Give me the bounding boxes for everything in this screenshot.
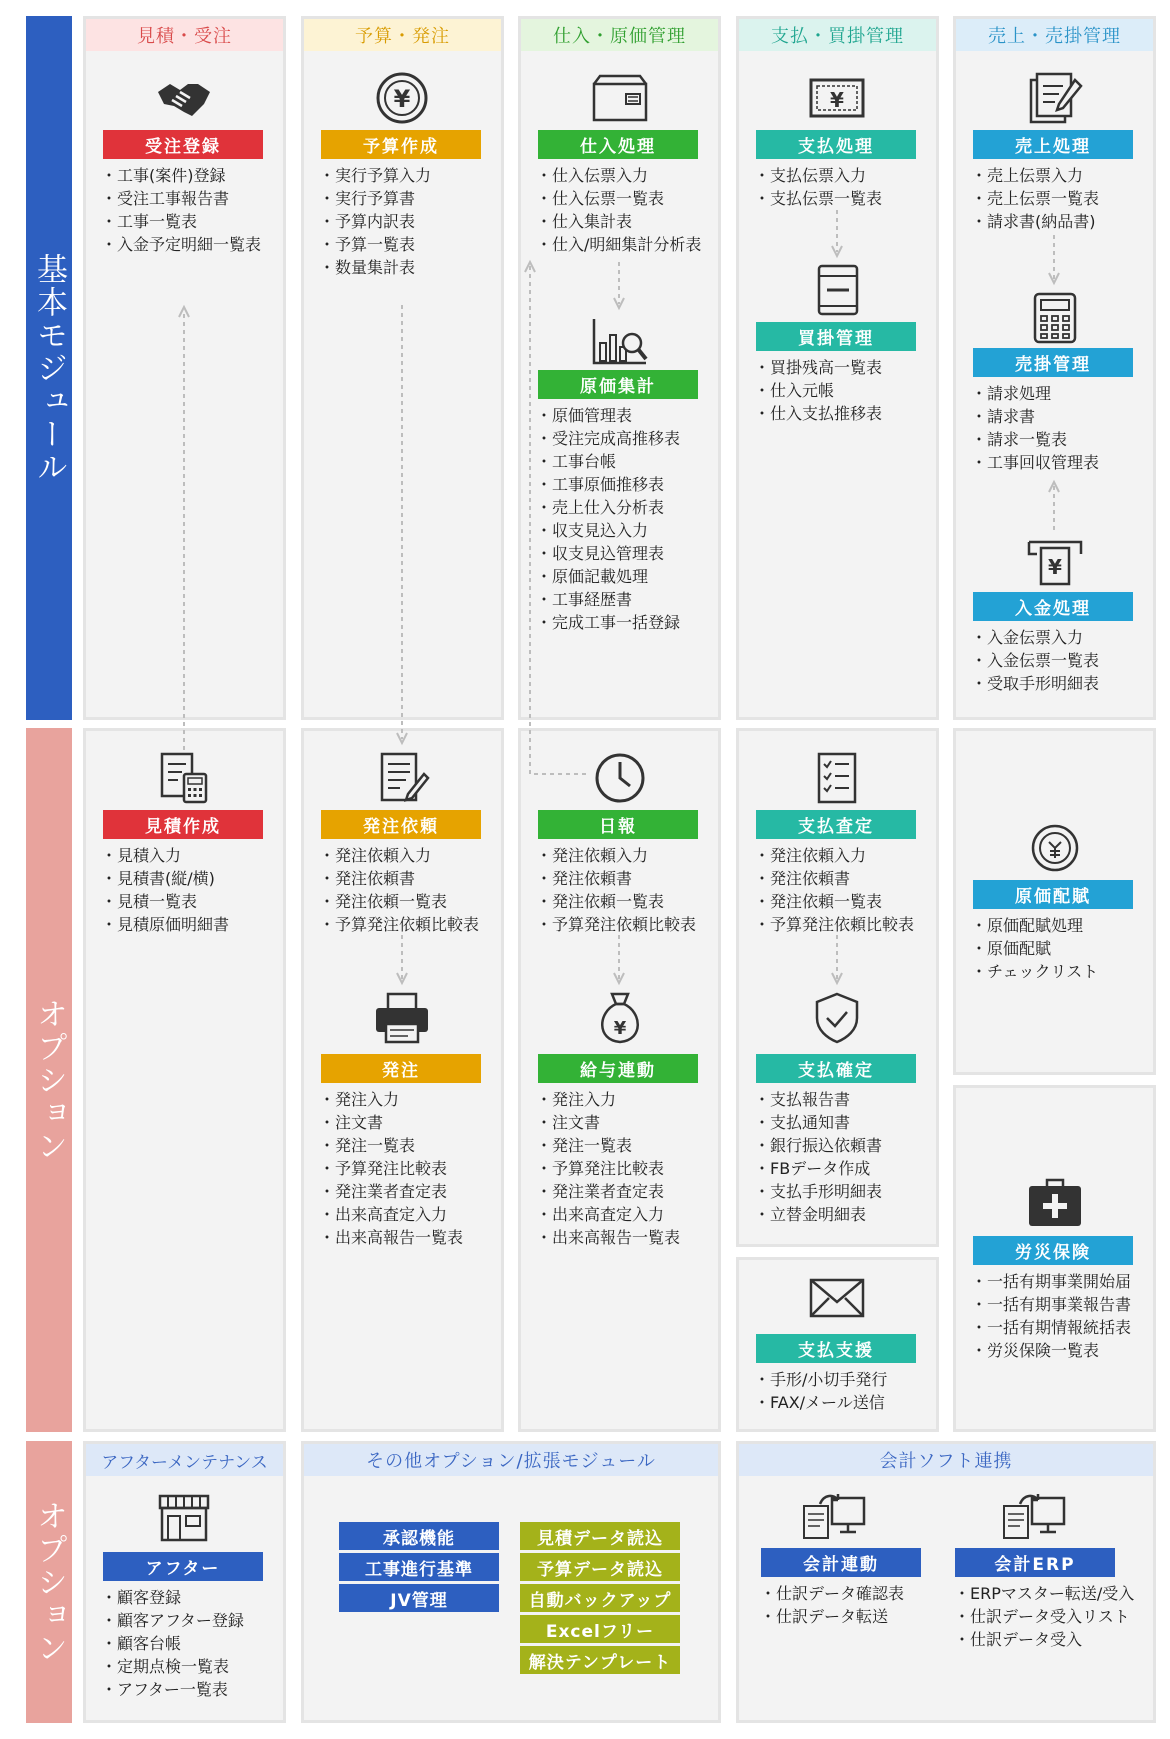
envelope-icon (807, 1270, 867, 1326)
list-item: ・ 入金伝票一覧表 (971, 649, 1099, 672)
list-item: ・ 請求書 (971, 405, 1099, 428)
list-item: ・ 支払伝票一覧表 (754, 187, 882, 210)
module-after[interactable]: アフター (103, 1552, 263, 1581)
arrow-shiharai-to-kaikake (831, 210, 843, 258)
list-item: ・ 注文書 (536, 1111, 680, 1134)
list-item: ・ 見積原価明細書 (101, 913, 229, 936)
list-item: ・ 収支見込入力 (536, 519, 680, 542)
list-hatchu-irai (319, 844, 479, 936)
option-jv-management-button[interactable]: JV管理 (339, 1584, 499, 1612)
list-item: ・ 発注依頼一覧表 (319, 890, 479, 913)
list-item: ・ 予算発注依頼比較表 (319, 913, 479, 936)
list-item: ・ 発注業者査定表 (536, 1180, 680, 1203)
list-item: ・ 一括有期事業報告書 (971, 1293, 1131, 1316)
list-shiharai-shien (754, 1368, 887, 1414)
list-item: ・ 仕入集計表 (536, 210, 701, 233)
svg-text:¥: ¥ (393, 85, 411, 113)
list-item: ・ ERPマスター転送/受入 (954, 1582, 1134, 1605)
list-shiharai-shori (754, 164, 882, 210)
shield-check-icon (807, 990, 867, 1046)
list-yosan-sakusei (319, 164, 431, 279)
list-item: ・ 工事(案件)登録 (101, 164, 261, 187)
list-item: ・ 銀行振込依頼書 (754, 1134, 882, 1157)
svg-text:¥: ¥ (1048, 555, 1062, 579)
list-item: ・ 仕入支払推移表 (754, 402, 882, 425)
list-item: ・ 実行予算入力 (319, 164, 431, 187)
list-shiharai-kakutei (754, 1088, 882, 1226)
header-after-maintenance: アフターメンテナンス (86, 1444, 283, 1476)
list-item: ・ 発注業者査定表 (319, 1180, 463, 1203)
documents-pen-icon (1025, 70, 1085, 126)
list-item: ・ FAX/メール送信 (754, 1391, 887, 1414)
module-juchu-toroku[interactable]: 受注登録 (103, 130, 263, 159)
band-option: オプション (26, 728, 72, 1432)
list-mitsumori (101, 844, 229, 936)
module-genka-haifu[interactable]: 原価配賦 (973, 880, 1133, 909)
list-item: ・ 支払手形明細表 (754, 1180, 882, 1203)
list-item: ・ 顧客台帳 (101, 1632, 244, 1655)
list-item: ・ 労災保険一覧表 (971, 1339, 1131, 1362)
list-hatchu (319, 1088, 463, 1249)
list-item: ・ 予算内訳表 (319, 210, 431, 233)
yen-receipt-icon (1025, 534, 1085, 590)
chart-magnifier-icon (590, 313, 650, 369)
list-item: ・ 実行予算書 (319, 187, 431, 210)
list-kaikake-kanri (754, 356, 882, 425)
module-kyuyo-renkei[interactable]: 給与連動 (538, 1054, 698, 1083)
list-item: ・ 定期点検一覧表 (101, 1655, 244, 1678)
list-item: ・ 仕訳データ受入リスト (954, 1605, 1134, 1628)
list-item: ・ 工事一覧表 (101, 210, 261, 233)
list-item: ・ 発注入力 (536, 1088, 680, 1111)
module-kaikei-renkei[interactable]: 会計連動 (761, 1548, 921, 1577)
list-item: ・ 受注完成高推移表 (536, 427, 680, 450)
list-item: ・ 一括有期情報統括表 (971, 1316, 1131, 1339)
cost-allocation-icon (1025, 820, 1085, 876)
arrow-nyukin-to-urikake (1048, 480, 1060, 530)
list-item: ・ 入金伝票入力 (971, 626, 1099, 649)
list-item: ・ 仕訳データ確認表 (760, 1582, 904, 1605)
panel-other-options (301, 1441, 721, 1723)
list-item: ・ 入金予定明細一覧表 (101, 233, 261, 256)
list-kaikei-renkei (760, 1582, 904, 1628)
money-bag-icon (590, 990, 650, 1046)
module-shiharai-satei[interactable]: 支払査定 (756, 810, 916, 839)
list-item: ・ 売上仕入分析表 (536, 496, 680, 519)
shop-icon (154, 1490, 214, 1546)
list-item: ・ 見積書(縦/横) (101, 867, 229, 890)
list-item: ・ 仕訳データ転送 (760, 1605, 904, 1628)
first-aid-icon (1025, 1176, 1085, 1232)
list-item: ・ 予算一覧表 (319, 233, 431, 256)
module-shiire-shori[interactable]: 仕入処理 (538, 130, 698, 159)
list-kyuyo-renkei (536, 1088, 680, 1249)
list-item: ・ FBデータ作成 (754, 1157, 882, 1180)
document-pen-icon (372, 750, 432, 806)
list-item: ・ 発注依頼書 (319, 867, 479, 890)
arrow-shiire-to-genka (613, 262, 625, 310)
band-option-bottom: オプション (26, 1441, 72, 1723)
list-item: ・ アフター一覧表 (101, 1678, 244, 1701)
accounting-erp-icon (1000, 1490, 1070, 1546)
list-after (101, 1586, 244, 1701)
list-item: ・ 出来高査定入力 (536, 1203, 680, 1226)
list-item: ・ 仕入伝票入力 (536, 164, 701, 187)
module-hatchu[interactable]: 発注 (321, 1054, 481, 1083)
list-item: ・ 発注依頼書 (754, 867, 914, 890)
calculator-icon (1025, 290, 1085, 346)
module-kaikake-kanri[interactable]: 買掛管理 (756, 322, 916, 351)
list-item: ・ 仕入/明細集計分析表 (536, 233, 701, 256)
option-progress-standard-button[interactable]: 工事進行基準 (339, 1553, 499, 1581)
list-item: ・ 仕訳データ受入 (954, 1628, 1134, 1651)
list-item: ・ 工事原価推移表 (536, 473, 680, 496)
list-item: ・ チェックリスト (971, 960, 1098, 983)
option-budget-import-button[interactable]: 予算データ読込 (520, 1553, 680, 1581)
list-shiharai-satei (754, 844, 914, 936)
list-item: ・ 工事台帳 (536, 450, 680, 473)
accounting-link-icon (800, 1490, 870, 1546)
yen-bill-icon (807, 70, 867, 126)
list-juchu-toroku (101, 164, 261, 256)
module-kaikei-erp[interactable]: 会計ERP (955, 1548, 1115, 1577)
header-other-options: その他オプション/拡張モジュール (304, 1444, 718, 1476)
list-item: ・ 予算発注比較表 (536, 1157, 680, 1180)
option-approval-button[interactable]: 承認機能 (339, 1522, 499, 1550)
list-item: ・ 完成工事一括登録 (536, 611, 680, 634)
list-item: ・ 支払通知書 (754, 1111, 882, 1134)
list-genka-shukei (536, 404, 680, 634)
list-item: ・ 発注依頼入力 (536, 844, 696, 867)
list-nyukin-shori (971, 626, 1099, 695)
module-hatchu-irai[interactable]: 発注依頼 (321, 810, 481, 839)
list-genka-haifu (971, 914, 1098, 983)
module-shiharai-shori[interactable]: 支払処理 (756, 130, 916, 159)
list-item: ・ 立替金明細表 (754, 1203, 882, 1226)
band-basic-module: 基本モジュール (26, 16, 72, 720)
list-item: ・ 予算発注比較表 (319, 1157, 463, 1180)
list-item: ・ 工事経歴書 (536, 588, 680, 611)
list-item: ・ 買掛残高一覧表 (754, 356, 882, 379)
column-header-shiire-genka: 仕入・原価管理 (521, 19, 718, 51)
header-kaikei-soft: 会計ソフト連携 (739, 1444, 1153, 1476)
list-item: ・ 発注依頼一覧表 (536, 890, 696, 913)
column-header-mitsumori-juchu: 見積・受注 (86, 19, 283, 51)
arrow-mitsumori-to-juchu (178, 305, 190, 750)
checklist-icon (807, 750, 867, 806)
module-nippo[interactable]: 日報 (538, 810, 698, 839)
receipt-box-icon (590, 70, 650, 126)
list-item: ・ 請求書(納品書) (971, 210, 1099, 233)
option-estimate-import-button[interactable]: 見積データ読込 (520, 1522, 680, 1550)
list-urikake-kanri (971, 382, 1099, 474)
list-item: ・ 受注工事報告書 (101, 187, 261, 210)
module-mitsumori[interactable]: 見積作成 (103, 810, 263, 839)
arrow-yosan-to-hatchu-irai (396, 305, 408, 745)
ledger-book-icon (807, 262, 867, 318)
list-item: ・ 支払報告書 (754, 1088, 882, 1111)
list-item: ・ 出来高査定入力 (319, 1203, 463, 1226)
list-item: ・ 請求一覧表 (971, 428, 1099, 451)
estimate-calculator-icon (154, 750, 214, 806)
list-item: ・ 出来高報告一覧表 (536, 1226, 680, 1249)
list-item: ・ 発注依頼書 (536, 867, 696, 890)
list-item: ・ 手形/小切手発行 (754, 1368, 887, 1391)
arrow-hatchu-irai-to-hatchu (396, 935, 408, 985)
column-header-shiharai-kaikake: 支払・買掛管理 (739, 19, 936, 51)
arrow-nippo-to-kyuyo (613, 935, 625, 985)
printer-icon (372, 990, 432, 1046)
module-rousai[interactable]: 労災保険 (973, 1236, 1133, 1265)
svg-text:¥: ¥ (830, 88, 844, 112)
list-item: ・ 見積入力 (101, 844, 229, 867)
list-item: ・ 顧客登録 (101, 1586, 244, 1609)
list-item: ・ 原価管理表 (536, 404, 680, 427)
list-item: ・ 支払伝票入力 (754, 164, 882, 187)
list-item: ・ 受取手形明細表 (971, 672, 1099, 695)
list-item: ・ 請求処理 (971, 382, 1099, 405)
list-item: ・ 仕入元帳 (754, 379, 882, 402)
list-item: ・ 原価配賦処理 (971, 914, 1098, 937)
list-item: ・ 発注入力 (319, 1088, 463, 1111)
list-nippo (536, 844, 696, 936)
list-item: ・ 仕入伝票一覧表 (536, 187, 701, 210)
module-nyukin-shori[interactable]: 入金処理 (973, 592, 1133, 621)
column-header-uriage-urikake: 売上・売掛管理 (956, 19, 1153, 51)
list-item: ・ 予算発注依頼比較表 (536, 913, 696, 936)
module-shiharai-kakutei[interactable]: 支払確定 (756, 1054, 916, 1083)
list-kaikei-erp (954, 1582, 1134, 1651)
module-shiharai-shien[interactable]: 支払支援 (756, 1334, 916, 1363)
column-header-yosan-hatchu: 予算・発注 (304, 19, 501, 51)
arrow-satei-to-kakutei (831, 935, 843, 985)
list-item: ・ 予算発注依頼比較表 (754, 913, 914, 936)
list-item: ・ 出来高報告一覧表 (319, 1226, 463, 1249)
module-urikake-kanri[interactable]: 売掛管理 (973, 348, 1133, 377)
list-item: ・ 一括有期事業開始届 (971, 1270, 1131, 1293)
list-rousai (971, 1270, 1131, 1362)
list-item: ・ 収支見込管理表 (536, 542, 680, 565)
handshake-icon (154, 70, 214, 126)
list-shiire-shori (536, 164, 701, 256)
option-auto-backup-button[interactable]: 自動バックアップ (520, 1584, 680, 1612)
svg-text:¥: ¥ (613, 1018, 627, 1039)
list-item: ・ 原価配賦 (971, 937, 1098, 960)
list-item: ・ 工事回収管理表 (971, 451, 1099, 474)
module-yosan-sakusei[interactable]: 予算作成 (321, 130, 481, 159)
list-uriage-shori (971, 164, 1099, 233)
list-item: ・ 顧客アフター登録 (101, 1609, 244, 1632)
list-item: ・ 数量集計表 (319, 256, 431, 279)
list-item: ・ 発注依頼入力 (754, 844, 914, 867)
yen-coin-icon (372, 70, 432, 126)
list-item: ・ 注文書 (319, 1111, 463, 1134)
list-item: ・ 発注依頼入力 (319, 844, 479, 867)
list-item: ・ 発注一覧表 (319, 1134, 463, 1157)
list-item: ・ 売上伝票入力 (971, 164, 1099, 187)
list-item: ・ 売上伝票一覧表 (971, 187, 1099, 210)
arrow-uriage-to-urikake (1048, 235, 1060, 285)
module-genka-shukei[interactable]: 原価集計 (538, 370, 698, 399)
list-item: ・ 発注依頼一覧表 (754, 890, 914, 913)
list-item: ・ 原価記載処理 (536, 565, 680, 588)
list-item: ・ 見積一覧表 (101, 890, 229, 913)
option-solution-template-button[interactable]: 解決テンプレート (520, 1646, 680, 1674)
list-item: ・ 発注一覧表 (536, 1134, 680, 1157)
clock-icon (590, 750, 650, 806)
module-uriage-shori[interactable]: 売上処理 (973, 130, 1133, 159)
option-excel-free-button[interactable]: Excelフリー (520, 1615, 680, 1643)
